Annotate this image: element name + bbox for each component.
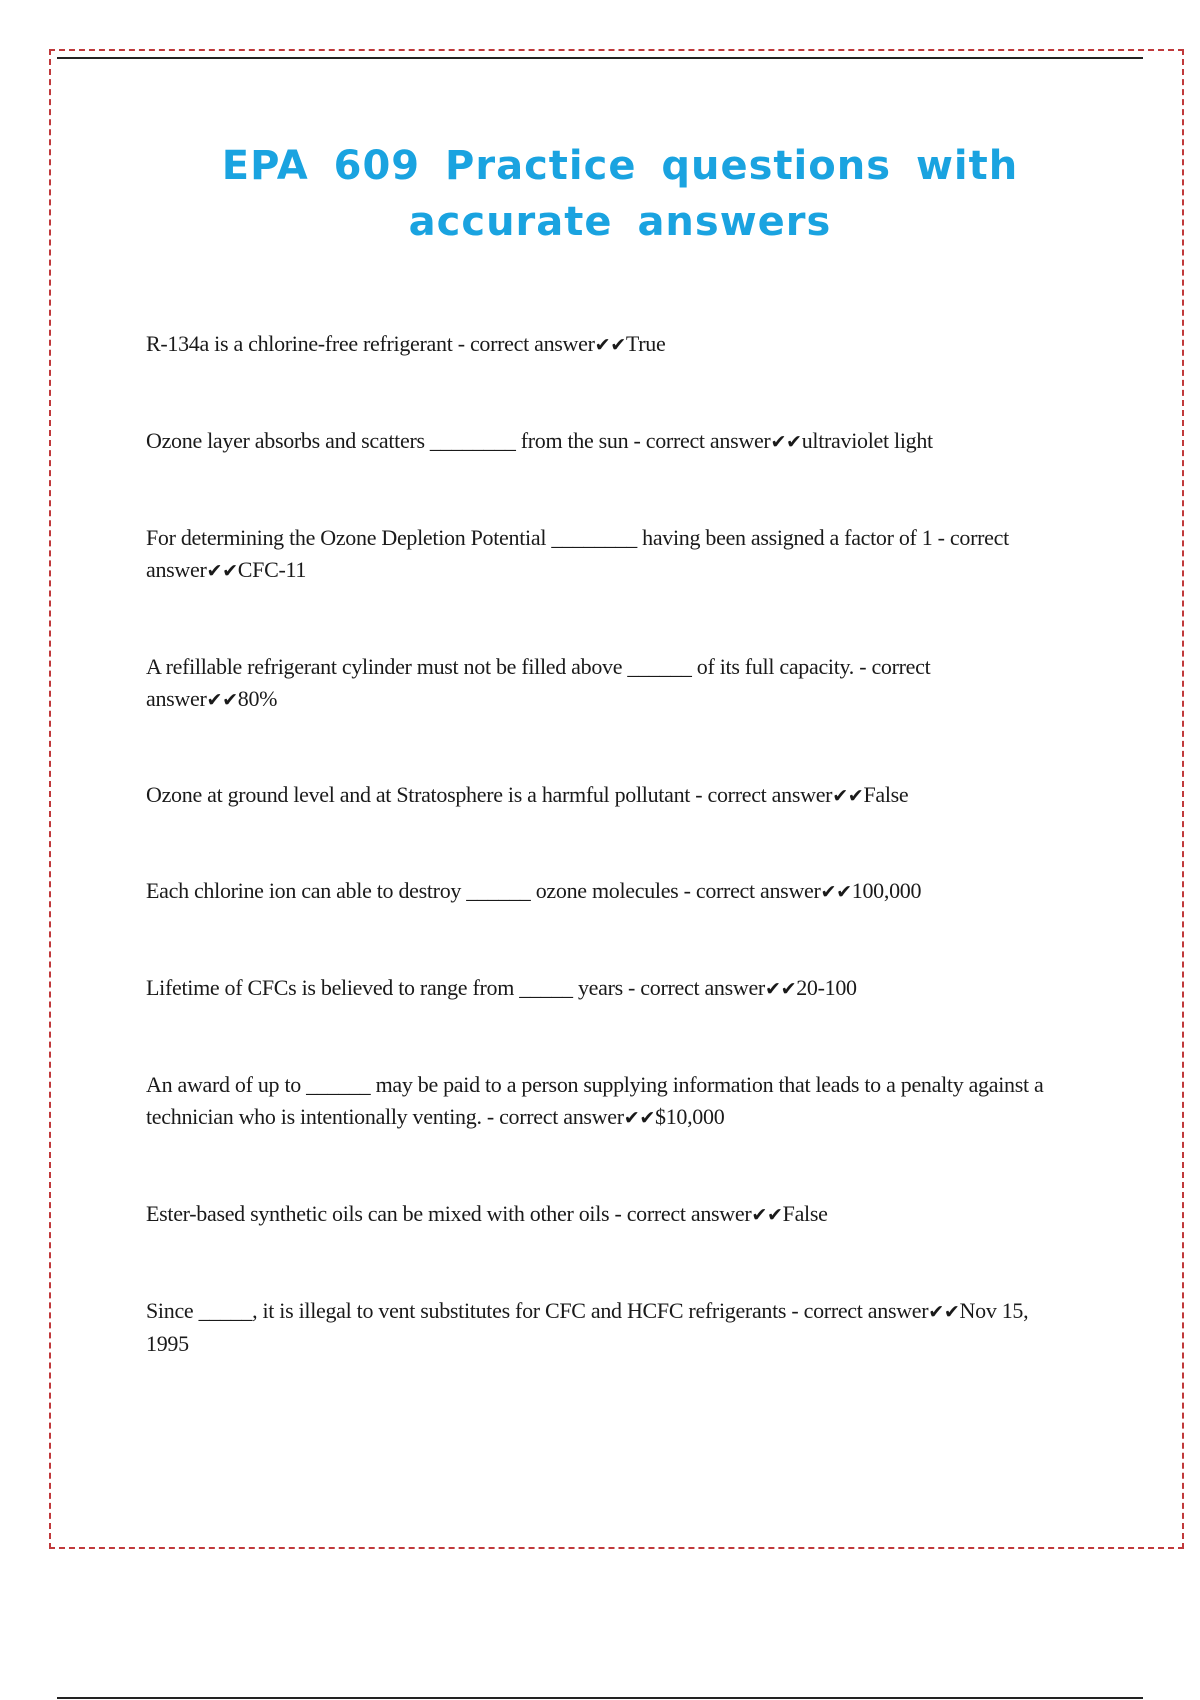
double-check-icon: ✔✔ xyxy=(820,881,852,903)
question-text: Ozone at ground level and at Stratosphere is a harmful pollutant - xyxy=(146,782,708,807)
answer-text: ultraviolet light xyxy=(801,428,933,453)
double-check-icon: ✔✔ xyxy=(206,689,238,711)
double-check-icon: ✔✔ xyxy=(764,978,797,1000)
answer-text: True xyxy=(625,331,666,356)
answer-text: False xyxy=(782,1201,828,1226)
double-check-icon: ✔✔ xyxy=(928,1301,960,1323)
question-text: Each chlorine ion can able to destroy ______ ozone molecules - xyxy=(146,878,696,903)
answer-prefix: correct answer xyxy=(803,1298,929,1323)
double-check-icon: ✔✔ xyxy=(751,1204,783,1226)
document-title: EPA 609 Practice questions with accurate answers xyxy=(221,143,1019,245)
qa-item xyxy=(146,779,1066,812)
answer-text: False xyxy=(863,782,909,807)
question-text: Ester-based synthetic oils can be mixed with other oils - xyxy=(146,1201,627,1226)
qa-item xyxy=(146,328,1066,361)
answer-prefix: correct answer xyxy=(645,428,771,453)
qa-item xyxy=(146,1198,1066,1231)
answer-prefix: correct answer xyxy=(146,654,931,711)
footer-rule xyxy=(57,1697,1143,1699)
answer-prefix: correct answer xyxy=(695,878,821,903)
question-text: A refillable refrigerant cylinder must not be filled above ______ of its full capacity. - xyxy=(146,654,872,679)
qa-item xyxy=(146,1295,1066,1360)
question-text: Lifetime of CFCs is believed to range from _____ years - xyxy=(146,975,641,1000)
qa-item xyxy=(146,425,1066,458)
double-check-icon: ✔✔ xyxy=(770,431,802,453)
double-check-icon: ✔✔ xyxy=(594,334,626,356)
double-check-icon: ✔✔ xyxy=(832,785,864,807)
answer-text: $10,000 xyxy=(655,1104,725,1129)
answer-text: CFC-11 xyxy=(237,557,307,582)
answer-text: 100,000 xyxy=(851,878,922,903)
answer-prefix: correct answer xyxy=(640,975,765,1000)
answer-text: 80% xyxy=(237,686,278,711)
question-text: For determining the Ozone Depletion Potential ________ having been assigned a factor of 1 - xyxy=(146,525,950,550)
answer-prefix: correct answer xyxy=(469,331,595,356)
double-check-icon: ✔✔ xyxy=(206,560,238,582)
answer-prefix: correct answer xyxy=(707,782,833,807)
header-rule xyxy=(57,57,1143,59)
double-check-icon: ✔✔ xyxy=(623,1107,655,1129)
answer-text: Nov 15, 1995 xyxy=(146,1298,1029,1356)
answer-prefix: correct answer xyxy=(626,1201,752,1226)
question-text: An award of up to ______ may be paid to a person supplying information that leads to a penalty against a technician who is intentionally venting. - xyxy=(146,1072,1044,1129)
answer-text: 20-100 xyxy=(796,975,857,1000)
answer-prefix: correct answer xyxy=(499,1104,624,1129)
answer-prefix: correct answer xyxy=(146,525,1009,582)
qa-item xyxy=(146,875,1066,908)
qa-item xyxy=(146,972,1066,1005)
question-text: Ozone layer absorbs and scatters ________ from the sun - xyxy=(146,428,646,453)
qa-item xyxy=(146,522,1066,587)
qa-item xyxy=(146,1069,1066,1134)
question-text: R-134a is a chlorine-free refrigerant - xyxy=(146,331,470,356)
qa-item xyxy=(146,651,1066,716)
question-text: Since _____, it is illegal to vent substitutes for CFC and HCFC refrigerants - xyxy=(146,1298,804,1323)
